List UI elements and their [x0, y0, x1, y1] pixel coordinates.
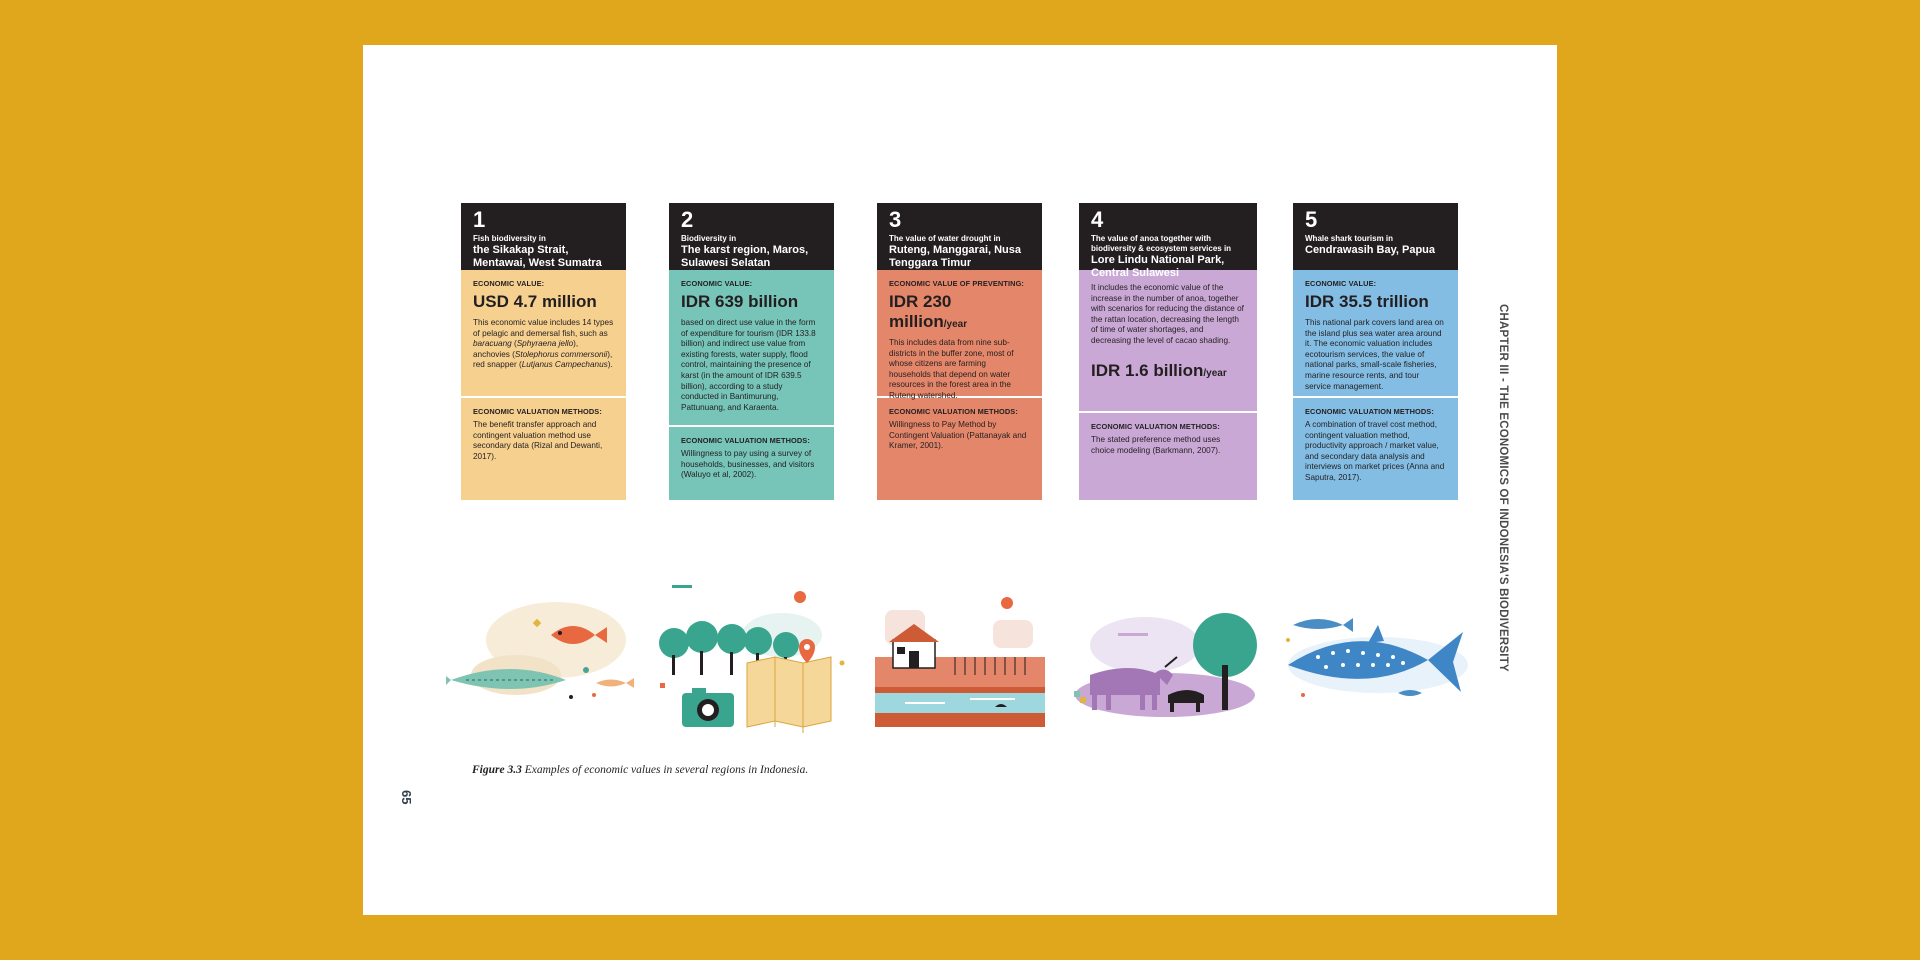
methods-label: ECONOMIC VALUATION METHODS: — [681, 436, 810, 445]
card-number: 1 — [473, 207, 486, 232]
card-subtitle: The value of water drought in — [889, 234, 1001, 243]
methods-label: ECONOMIC VALUATION METHODS: — [1091, 422, 1220, 431]
value-label: ECONOMIC VALUE: — [1305, 279, 1377, 288]
methods-text: A combination of travel cost method, contingent valuation method, productivity approach / market value, and secondary data analysis and interviews on market prices (Anna and Saputra, 2017). — [1305, 420, 1445, 482]
card-number: 5 — [1305, 207, 1318, 232]
card-body — [1293, 270, 1458, 500]
value-description: It includes the economic value of the increase in the number of anoa, together with scenarios for reducing the distance of the rattan location, decreasing the length of time of water shortages, and decreasing the level of cacao shading. — [1091, 283, 1244, 345]
value-label: ECONOMIC VALUE: — [681, 279, 753, 288]
value-description: This includes data from nine sub-districts in the buffer zone, most of whose citizens are farming households that depend on water resources in the forest area in the Ruteng watershed. — [889, 338, 1014, 400]
card-body — [461, 270, 626, 500]
value-card-5 — [1293, 203, 1458, 500]
card-place: Cendrawasih Bay, Papua — [1305, 244, 1436, 256]
value-label: ECONOMIC VALUE OF PREVENTING: — [889, 279, 1024, 288]
card-place: The karst region, Maros, Sulawesi Selatan — [681, 244, 809, 269]
whale-shark-illustration — [1278, 585, 1478, 715]
card-body — [669, 270, 834, 500]
methods-text: Willingness to Pay Method by Contingent Valuation (Pattanayak and Kramer, 2001). — [889, 420, 1027, 451]
economic-value: USD 4.7 million — [473, 292, 597, 311]
house-river-illustration — [875, 585, 1045, 730]
card-header — [1293, 203, 1458, 270]
methods-label: ECONOMIC VALUATION METHODS: — [1305, 407, 1434, 416]
methods-text: Willingness to pay using a survey of households, businesses, and visitors (Waluyo et al, 2002). — [681, 449, 815, 480]
value-description: This economic value includes 14 types of pelagic and demersal fish, such as baracuang (Sphyraena jello), anchovies (Stolephorus commersonii), red snapper (Lutjanus Campechanus). — [473, 318, 614, 370]
economic-value: IDR 230 million/year — [889, 292, 968, 331]
card-subtitle: Fish biodiversity in — [473, 234, 546, 243]
card-number: 2 — [681, 207, 694, 232]
page-number: 65 — [399, 790, 414, 805]
value-description: This national park covers land area on the island plus sea water area around it. The economic valuation includes ecotourism services, the value of national parks, small-scale fisheries, marine resource rents, and tour service management. — [1305, 318, 1444, 391]
card-number: 4 — [1091, 207, 1104, 232]
card-header — [877, 203, 1042, 270]
anoa-tree-illustration — [1070, 585, 1270, 725]
value-card-1 — [461, 203, 626, 500]
card-header — [461, 203, 626, 270]
value-card-2 — [669, 203, 834, 500]
card-place: Lore Lindu National Park, Central Sulawesi — [1091, 254, 1225, 279]
forest-map-camera-illustration — [652, 585, 852, 735]
methods-label: ECONOMIC VALUATION METHODS: — [473, 407, 602, 416]
card-place: Ruteng, Manggarai, Nusa Tenggara Timur — [889, 244, 1022, 269]
card-header — [1079, 203, 1257, 279]
card-body — [1079, 270, 1257, 500]
chapter-header: CHAPTER III - THE ECONOMICS OF INDONESIA'S BIODIVERSITY — [1497, 304, 1509, 672]
methods-label: ECONOMIC VALUATION METHODS: — [889, 407, 1018, 416]
card-place: the Sikakap Strait, Mentawai, West Sumatra — [473, 244, 602, 269]
value-card-4 — [1079, 203, 1257, 500]
methods-text: The stated preference method uses choice modeling (Barkmann, 2007). — [1091, 435, 1221, 455]
card-body — [877, 270, 1042, 500]
card-subtitle: Whale shark tourism in — [1305, 234, 1394, 243]
card-number: 3 — [889, 207, 902, 232]
card-header — [669, 203, 834, 270]
value-card-3 — [877, 203, 1042, 500]
economic-value: IDR 35.5 trillion — [1305, 292, 1429, 311]
value-label: ECONOMIC VALUE: — [473, 279, 545, 288]
card-subtitle: The value of anoa together with biodiversity & ecosystem services in — [1091, 234, 1232, 253]
card-subtitle: Biodiversity in — [681, 234, 737, 243]
fish-illustration — [446, 585, 641, 710]
figure-caption: Figure 3.3 Examples of economic values in several regions in Indonesia. — [472, 764, 809, 776]
value-description: based on direct use value in the form of expenditure for tourism (IDR 133.8 billion) and indirect use value from existing forests, water supply, flood control, maintaining the presence of karst (in the amount of IDR 639.5 billion), according to a study conducted in Bantimurung, Pattunuang, and Karaenta. — [681, 318, 816, 412]
methods-text: The benefit transfer approach and contingent valuation method use secondary data (Rizal and Dewanti, 2017). — [473, 420, 603, 461]
economic-value: IDR 639 billion — [681, 292, 799, 311]
economic-value: IDR 1.6 billion/year — [1091, 360, 1227, 380]
